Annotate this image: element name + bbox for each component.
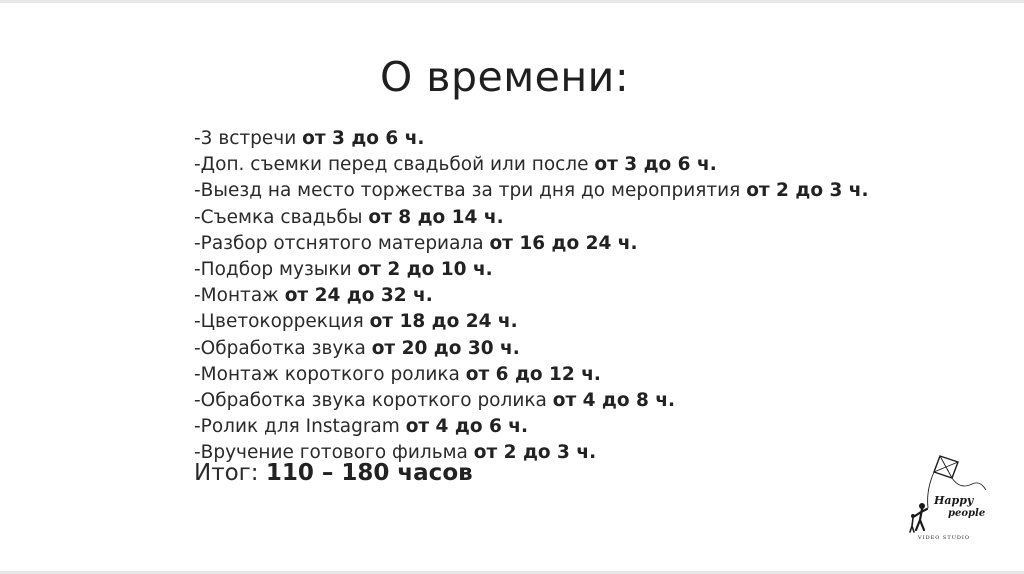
item-text: -Доп. съемки перед свадьбой или после bbox=[194, 154, 595, 176]
total-label: Итог: bbox=[194, 460, 266, 486]
item-value: от 3 до 6 ч. bbox=[302, 128, 425, 149]
item-text: -Монтаж короткого ролика bbox=[194, 363, 466, 385]
total-line bbox=[194, 460, 473, 486]
item-text: -Обработка звука короткого ролика bbox=[194, 389, 553, 411]
total-value: 110 – 180 часов bbox=[265, 460, 473, 486]
item-value: от 18 до 24 ч. bbox=[369, 311, 518, 333]
list-item bbox=[194, 414, 954, 440]
time-list bbox=[194, 126, 954, 466]
item-value: от 3 до 6 ч. bbox=[594, 154, 717, 176]
item-value: от 4 до 8 ч. bbox=[552, 389, 676, 411]
list-item bbox=[194, 309, 954, 335]
slide-top-border bbox=[0, 0, 1024, 3]
logo-text-studio: VIDEO STUDIO bbox=[918, 535, 970, 541]
item-text: -Выезд на место торжества за три дня до мероприятия bbox=[194, 180, 747, 202]
item-value: от 20 до 30 ч. bbox=[371, 337, 520, 359]
item-text: -Ролик для Instagram bbox=[194, 416, 406, 438]
list-item bbox=[194, 126, 954, 152]
item-value: от 6 до 12 ч. bbox=[465, 363, 601, 385]
list-item bbox=[194, 388, 954, 414]
logo-text-happy: Happy bbox=[934, 494, 974, 507]
item-text: -Обработка звука bbox=[194, 337, 372, 359]
list-item bbox=[194, 205, 954, 231]
list-item bbox=[194, 283, 954, 309]
list-item bbox=[194, 257, 954, 283]
item-value: от 2 до 3 ч. bbox=[746, 180, 869, 202]
item-text: -Подбор музыки bbox=[194, 258, 358, 280]
item-value: от 24 до 32 ч. bbox=[284, 285, 433, 307]
list-item bbox=[194, 362, 954, 388]
item-text: -Съемка свадьбы bbox=[194, 206, 369, 228]
item-text: -Разбор отснятого материала bbox=[194, 232, 490, 254]
list-item bbox=[194, 178, 954, 204]
item-value: от 2 до 3 ч. bbox=[473, 442, 597, 464]
item-value: от 2 до 10 ч. bbox=[357, 258, 493, 280]
slide-title: О времени: bbox=[380, 53, 630, 101]
item-text: -Монтаж bbox=[194, 285, 285, 307]
item-value: от 16 до 24 ч. bbox=[489, 232, 638, 254]
happy-people-logo bbox=[900, 450, 1000, 550]
list-item bbox=[194, 336, 954, 362]
item-text: -3 встречи bbox=[194, 128, 303, 149]
logo-text-people: people bbox=[948, 508, 986, 519]
item-text: -Вручение готового фильма bbox=[194, 442, 474, 464]
list-item bbox=[194, 231, 954, 257]
list-item bbox=[194, 152, 954, 178]
item-text: -Цветокоррекция bbox=[194, 311, 370, 333]
item-value: от 8 до 14 ч. bbox=[368, 206, 504, 228]
item-value: от 4 до 6 ч. bbox=[405, 416, 529, 438]
